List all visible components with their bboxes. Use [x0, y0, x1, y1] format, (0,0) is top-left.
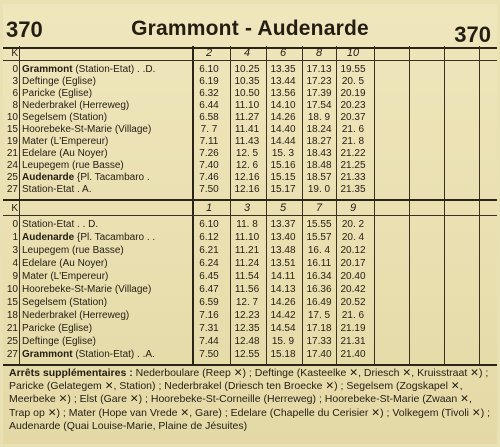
- row-station: Nederbrakel (Herreweg): [22, 100, 130, 111]
- departure-time: 18.27: [306, 136, 332, 147]
- departure-time: 21.25: [340, 160, 366, 171]
- row-station: Audenarde {Pl. Tacambaro . .: [22, 232, 156, 243]
- departure-time: 17. 5: [307, 310, 331, 321]
- departure-time: 7. 7: [200, 124, 218, 135]
- row-station: Segelsem (Station): [22, 112, 108, 123]
- timetable-row: [3, 88, 497, 100]
- timetable-row: [3, 349, 497, 361]
- timetable-row: [3, 76, 497, 88]
- row-km: 21: [6, 148, 18, 159]
- row-km: 25: [6, 172, 18, 183]
- departure-time: 7.46: [199, 172, 219, 183]
- departure-time: 13.37: [270, 219, 296, 230]
- row-km: 15: [6, 297, 18, 308]
- departure-time: 17.40: [306, 349, 332, 360]
- departure-time: 21.19: [340, 323, 366, 334]
- departure-time: 6.10: [199, 219, 219, 230]
- departure-time: 6.24: [199, 258, 219, 269]
- train-number: 6: [279, 47, 287, 59]
- timetable-page: [3, 4, 497, 444]
- departure-time: 13.44: [270, 76, 296, 87]
- row-station: Deftinge (Eglise): [22, 76, 96, 87]
- departure-time: 10.25: [234, 64, 260, 75]
- departure-time: 21.33: [340, 172, 366, 183]
- departure-time: 20.52: [340, 297, 366, 308]
- timetable-row: [3, 112, 497, 124]
- row-km: 0: [12, 64, 18, 75]
- departure-time: 7.50: [199, 184, 219, 195]
- row-station: Hoorebeke-St-Marie (Village): [22, 284, 152, 295]
- departure-time: 12. 6: [235, 160, 259, 171]
- departure-time: 12.55: [234, 349, 260, 360]
- departure-time: 20.42: [340, 284, 366, 295]
- timetable-header: [3, 13, 497, 49]
- departure-time: 18.24: [306, 124, 332, 135]
- timetable-row: [3, 184, 497, 196]
- row-km: 24: [6, 160, 18, 171]
- departure-time: 7.31: [199, 323, 219, 334]
- departure-time: 12.16: [234, 184, 260, 195]
- timetable-row: [3, 219, 497, 231]
- departure-time: 11.54: [234, 271, 260, 282]
- departure-time: 18. 9: [307, 112, 331, 123]
- row-km: 25: [6, 336, 18, 347]
- departure-time: 12.23: [234, 310, 260, 321]
- departure-time: 12.16: [234, 172, 260, 183]
- route-title: Grammont - Audenarde: [131, 17, 369, 40]
- timetable-row: [3, 64, 497, 76]
- row-km: 27: [6, 184, 18, 195]
- departure-time: 13.40: [270, 232, 296, 243]
- departure-time: 16.11: [306, 258, 332, 269]
- departure-time: 15.18: [270, 349, 296, 360]
- row-km: 27: [6, 349, 18, 360]
- row-km: 3: [12, 245, 18, 256]
- departure-time: 6.45: [199, 271, 219, 282]
- departure-time: 16. 4: [307, 245, 331, 256]
- train-number: 4: [243, 47, 251, 59]
- departure-time: 11.24: [234, 258, 260, 269]
- departure-time: 21.22: [340, 148, 366, 159]
- departure-time: 15.57: [306, 232, 332, 243]
- train-number: 10: [346, 47, 360, 59]
- departure-time: 21. 6: [341, 310, 365, 321]
- row-km: 9: [12, 271, 18, 282]
- departure-time: 11.43: [234, 136, 260, 147]
- departure-time: 10.50: [234, 88, 260, 99]
- timetable-audenarde-to-grammont: [3, 201, 497, 366]
- departure-time: 19.55: [340, 64, 366, 75]
- row-station: Edelare (Au Noyer): [22, 258, 108, 269]
- departure-time: 14.26: [270, 297, 296, 308]
- table-number-right: 370: [454, 22, 491, 47]
- row-station: Leupegem (rue Basse): [22, 245, 124, 256]
- departure-time: 11.10: [234, 232, 260, 243]
- row-km: 6: [12, 88, 18, 99]
- departure-time: 10.35: [234, 76, 260, 87]
- departure-time: 7.26: [199, 148, 219, 159]
- timetable-row: [3, 271, 497, 283]
- departure-time: 14.11: [270, 271, 296, 282]
- row-station: Grammont (Station-Etat) . .D.: [22, 64, 156, 75]
- departure-time: 11. 8: [236, 219, 258, 230]
- row-km: 3: [12, 76, 18, 87]
- row-station: Leupegem (rue Basse): [22, 160, 124, 171]
- departure-time: 20.37: [340, 112, 366, 123]
- departure-time: 20.12: [340, 245, 366, 256]
- departure-time: 17.54: [306, 100, 332, 111]
- row-station: Hoorebeke-St-Marie (Village): [22, 124, 152, 135]
- departure-time: 21. 6: [341, 124, 365, 135]
- timetable-row: [3, 336, 497, 348]
- timetable-row: [3, 100, 497, 112]
- departure-time: 18.57: [306, 172, 332, 183]
- departure-time: 20. 2: [341, 219, 365, 230]
- row-station: Grammont (Station-Etat) . .A.: [22, 349, 155, 360]
- departure-time: 14.54: [270, 323, 296, 334]
- departure-time: 14.44: [270, 136, 296, 147]
- header-rule: [3, 60, 497, 61]
- timetable-row: [3, 297, 497, 309]
- train-number: 9: [349, 202, 357, 214]
- departure-time: 7.16: [199, 310, 219, 321]
- row-km: 4: [12, 258, 18, 269]
- train-number: 5: [279, 202, 287, 214]
- row-station: Paricke (Eglise): [22, 88, 93, 99]
- departure-time: 12. 7: [235, 297, 259, 308]
- departure-time: 6.47: [199, 284, 219, 295]
- row-km: 0: [12, 219, 18, 230]
- departure-time: 21.31: [340, 336, 366, 347]
- additional-stops-label: Arrêts supplémentaires :: [9, 367, 133, 379]
- departure-time: 14.40: [270, 124, 296, 135]
- timetable-row: [3, 284, 497, 296]
- departure-time: 15.15: [270, 172, 296, 183]
- departure-time: 6.10: [199, 64, 219, 75]
- departure-time: 7.40: [199, 160, 219, 171]
- timetable-row: [3, 124, 497, 136]
- train-number: 8: [315, 47, 323, 59]
- row-station: Nederbrakel (Herreweg): [22, 310, 130, 321]
- departure-time: 7.44: [199, 336, 219, 347]
- additional-stops-note: [9, 367, 493, 433]
- departure-time: 16.49: [306, 297, 332, 308]
- timetable-row: [3, 148, 497, 160]
- departure-time: 11.56: [234, 284, 260, 295]
- departure-time: 20. 4: [341, 232, 365, 243]
- additional-stops-text: Nederboulare (Reep ✕) ; Deftinge (Kasteelke ✕, Driesch ✕, Kruisstraat ✕) ; Paricke (Gelategem ✕, Station) ; Nederbrakel (Driesch ten Broecke ✕) ; Segelsem (Zogskapel ✕, Meerbeke ✕) ; Elst (Gare ✕) ; Hoorebeke-St-Corneille (Herreweg) ; Hoorebeke-St-Marie (Zwaan ✕, Trap op ✕) ; Mater (Hope van Vrede ✕, Gare) ; Edelare (Chapelle du Cerisier ✕) ; Volkegem (Tivoli ✕) ; Audenarde (Quai Louise-Marie, Plaine de Jésuites): [9, 367, 491, 432]
- timetable-row: [3, 310, 497, 322]
- departure-time: 14.13: [270, 284, 296, 295]
- departure-time: 7.11: [199, 136, 219, 147]
- timetable-row: [3, 136, 497, 148]
- timetable-grammont-to-audenarde: [3, 46, 497, 201]
- train-number: 1: [205, 202, 213, 214]
- timetable-row: [3, 160, 497, 172]
- departure-time: 12.48: [234, 336, 260, 347]
- departure-time: 11.41: [234, 124, 260, 135]
- row-km: 1: [12, 232, 18, 243]
- train-number: 3: [243, 202, 251, 214]
- row-station: Mater (L'Empereur): [22, 271, 109, 282]
- departure-time: 11.27: [234, 112, 260, 123]
- departure-time: 6.59: [199, 297, 219, 308]
- departure-time: 17.39: [306, 88, 332, 99]
- departure-time: 6.32: [199, 88, 219, 99]
- row-station: Station-Etat . . D.: [22, 219, 99, 230]
- departure-time: 6.21: [199, 245, 219, 256]
- departure-time: 15. 9: [271, 336, 295, 347]
- departure-time: 13.56: [270, 88, 296, 99]
- table-number-left: 370: [6, 17, 43, 42]
- departure-time: 15.55: [306, 219, 332, 230]
- departure-time: 14.10: [270, 100, 296, 111]
- row-km: 21: [6, 323, 18, 334]
- timetable-row: [3, 245, 497, 257]
- departure-time: 15.16: [270, 160, 296, 171]
- departure-time: 11.21: [234, 245, 260, 256]
- row-station: Station-Etat . A.: [22, 184, 92, 195]
- departure-time: 12.35: [234, 323, 260, 334]
- departure-time: 14.26: [270, 112, 296, 123]
- departure-time: 21.35: [340, 184, 366, 195]
- km-column-label: K: [11, 203, 18, 214]
- departure-time: 6.44: [199, 100, 219, 111]
- row-station: Mater (L'Empereur): [22, 136, 109, 147]
- departure-time: 15. 3: [271, 148, 295, 159]
- departure-time: 16.36: [306, 284, 332, 295]
- departure-time: 20.17: [340, 258, 366, 269]
- departure-time: 17.18: [306, 323, 332, 334]
- departure-time: 6.19: [199, 76, 219, 87]
- departure-time: 18.48: [306, 160, 332, 171]
- train-number: 2: [205, 47, 213, 59]
- departure-time: 11.10: [234, 100, 260, 111]
- departure-time: 16.34: [306, 271, 332, 282]
- row-km: 8: [12, 100, 18, 111]
- departure-time: 20.23: [340, 100, 366, 111]
- timetable-row: [3, 323, 497, 335]
- departure-time: 14.42: [270, 310, 296, 321]
- departure-time: 18.43: [306, 148, 332, 159]
- departure-time: 20.19: [340, 88, 366, 99]
- departure-time: 7.50: [199, 349, 219, 360]
- row-station: Deftinge (Eglise): [22, 336, 96, 347]
- departure-time: 13.35: [270, 64, 296, 75]
- departure-time: 15.17: [270, 184, 296, 195]
- row-km: 10: [6, 112, 18, 123]
- timetable-row: [3, 258, 497, 270]
- row-station: Paricke (Eglise): [22, 323, 93, 334]
- departure-time: 12. 5: [235, 148, 259, 159]
- train-number: 7: [315, 202, 323, 214]
- row-station: Segelsem (Station): [22, 297, 108, 308]
- departure-time: 6.12: [199, 232, 219, 243]
- departure-time: 21. 8: [341, 136, 365, 147]
- row-km: 19: [6, 136, 18, 147]
- row-station: Edelare (Au Noyer): [22, 148, 108, 159]
- departure-time: 17.23: [306, 76, 332, 87]
- departure-time: 13.51: [270, 258, 296, 269]
- departure-time: 17.33: [306, 336, 332, 347]
- row-km: 10: [6, 284, 18, 295]
- row-km: 15: [6, 124, 18, 135]
- km-column-label: K: [11, 48, 18, 59]
- departure-time: 17.13: [306, 64, 332, 75]
- departure-time: 13.48: [270, 245, 296, 256]
- departure-time: 6.58: [199, 112, 219, 123]
- timetable-row: [3, 172, 497, 184]
- header-rule: [3, 215, 497, 216]
- departure-time: 20.40: [340, 271, 366, 282]
- departure-time: 21.40: [340, 349, 366, 360]
- departure-time: 20. 5: [341, 76, 365, 87]
- row-km: 18: [6, 310, 18, 321]
- row-station: Audenarde {Pl. Tacambaro .: [22, 172, 150, 183]
- timetable-row: [3, 232, 497, 244]
- departure-time: 19. 0: [307, 184, 331, 195]
